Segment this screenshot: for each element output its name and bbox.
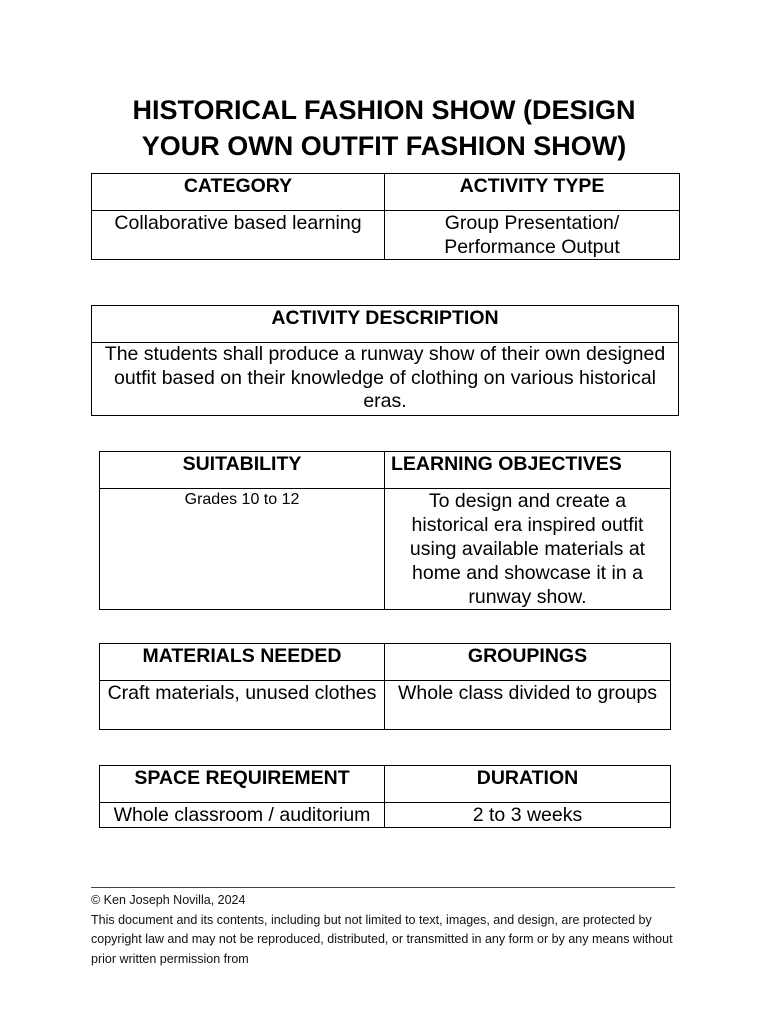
copyright-line: © Ken Joseph Novilla, 2024 [91,893,246,907]
copyright-notice: This document and its contents, including but not limited to text, images, and design, are protected by copyright law and may not be reproduced, distributed, or transmitted in any form or by any means without prior written permission from [91,912,673,966]
learning-objectives-header: LEARNING OBJECTIVES [385,452,671,489]
duration-header: DURATION [385,766,671,803]
space-requirement-value: Whole classroom / auditorium [100,803,385,828]
activity-type-value [385,211,680,260]
category-header: CATEGORY [92,174,385,211]
title-line-1: HISTORICAL FASHION SHOW (DESIGN [132,95,636,125]
suitability-table [99,451,671,610]
footer-divider [91,887,675,888]
materials-table [99,643,671,730]
title-line-2: YOUR OWN OUTFIT FASHION SHOW) [141,131,627,161]
suitability-header: SUITABILITY [100,452,385,489]
duration-value: 2 to 3 weeks [385,803,671,828]
materials-needed-value: Craft materials, unused clothes [100,681,385,730]
groupings-header: GROUPINGS [385,644,671,681]
activity-type-line-2: Performance Output [444,236,620,258]
activity-type-line-1: Group Presentation/ [444,212,620,234]
groupings-value: Whole class divided to groups [385,681,671,730]
category-value: Collaborative based learning [92,211,385,260]
activity-type-header: ACTIVITY TYPE [385,174,680,211]
document-title [84,92,684,164]
activity-description-header: ACTIVITY DESCRIPTION [92,306,679,343]
space-table [99,765,671,828]
activity-description-text: The students shall produce a runway show of their own designed outfit based on their knowledge of clothing on various historical eras. [92,343,679,416]
copyright-footer [91,891,691,969]
description-table [91,305,679,416]
category-table [91,173,680,260]
materials-needed-header: MATERIALS NEEDED [100,644,385,681]
suitability-value: Grades 10 to 12 [100,489,385,610]
space-requirement-header: SPACE REQUIREMENT [100,766,385,803]
learning-objectives-value: To design and create a historical era inspired outfit using available materials at home and showcase it in a runway show. [385,489,671,610]
